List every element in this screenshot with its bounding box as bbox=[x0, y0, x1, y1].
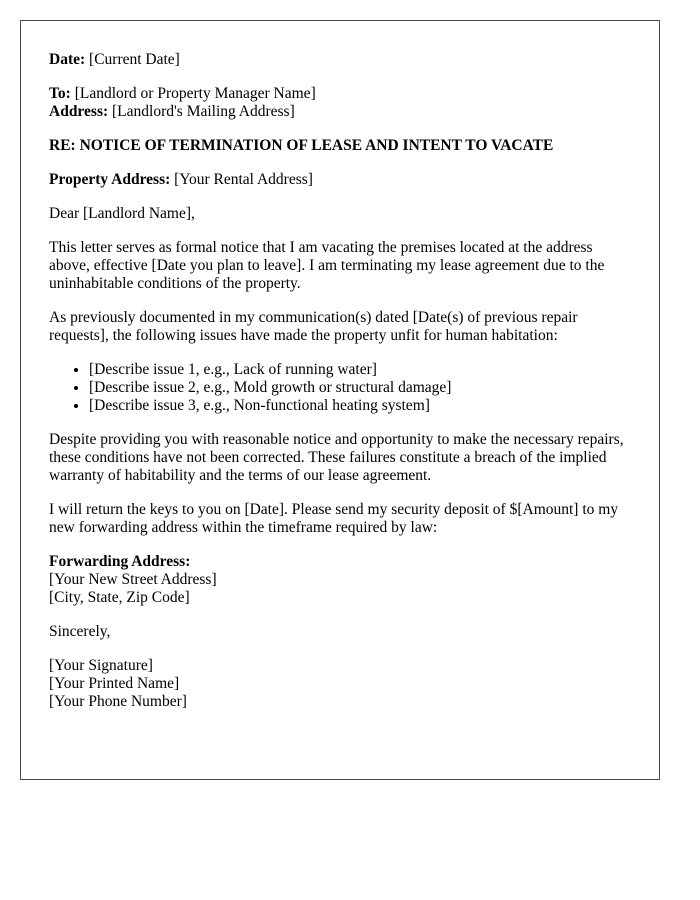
forwarding-address-block bbox=[49, 553, 631, 607]
paragraph-issues-intro: As previously documented in my communication(s) dated [Date(s) of previous repair requests], the following issues have made the property unfit for human habitation: bbox=[49, 309, 578, 344]
phone-number-line: [Your Phone Number] bbox=[49, 693, 187, 710]
printed-name-line: [Your Printed Name] bbox=[49, 675, 180, 692]
subject-line: RE: NOTICE OF TERMINATION OF LEASE AND INTENT TO VACATE bbox=[49, 137, 554, 154]
issues-list bbox=[49, 361, 631, 415]
issue-item: • [Describe issue 2, e.g., Mold growth or structural damage] bbox=[89, 379, 631, 397]
issue-item: • [Describe issue 1, e.g., Lack of running water] bbox=[89, 361, 631, 379]
date-line bbox=[49, 51, 631, 69]
to-line bbox=[49, 85, 631, 103]
signature-line: [Your Signature] bbox=[49, 657, 153, 674]
forwarding-address-line1: [Your New Street Address] bbox=[49, 571, 217, 588]
salutation: Dear [Landlord Name], bbox=[49, 205, 195, 222]
forwarding-address-label: Forwarding Address: bbox=[49, 553, 191, 570]
address-value: [Landlord's Mailing Address] bbox=[112, 103, 295, 120]
paragraph-breach: Despite providing you with reasonable notice and opportunity to make the necessary repairs, these conditions have not been corrected. These failures constitute a breach of the implied warranty of habitability and the terms of our lease agreement. bbox=[49, 431, 624, 484]
property-address-value: [Your Rental Address] bbox=[174, 171, 313, 188]
to-label: To: bbox=[49, 85, 71, 102]
forwarding-address-line2: [City, State, Zip Code] bbox=[49, 589, 190, 606]
address-label: Address: bbox=[49, 103, 109, 120]
closing: Sincerely, bbox=[49, 623, 111, 640]
property-address-label: Property Address: bbox=[49, 171, 171, 188]
paragraph-notice: This letter serves as formal notice that I am vacating the premises located at the address above, effective [Date you plan to leave]. I am terminating my lease agreement due to the uninhabitable conditions of the property. bbox=[49, 239, 605, 292]
letter-page bbox=[20, 20, 660, 780]
to-value: [Landlord or Property Manager Name] bbox=[74, 85, 316, 102]
date-value: [Current Date] bbox=[89, 51, 180, 68]
recipient-block bbox=[49, 85, 631, 121]
date-label: Date: bbox=[49, 51, 86, 68]
issue-item: • [Describe issue 3, e.g., Non-functional heating system] bbox=[89, 397, 631, 415]
property-address-line bbox=[49, 171, 631, 189]
paragraph-keys-deposit: I will return the keys to you on [Date]. Please send my security deposit of $[Amount] to my new forwarding address within the timeframe required by law: bbox=[49, 501, 619, 536]
address-line bbox=[49, 103, 631, 121]
signature-block bbox=[49, 657, 631, 711]
